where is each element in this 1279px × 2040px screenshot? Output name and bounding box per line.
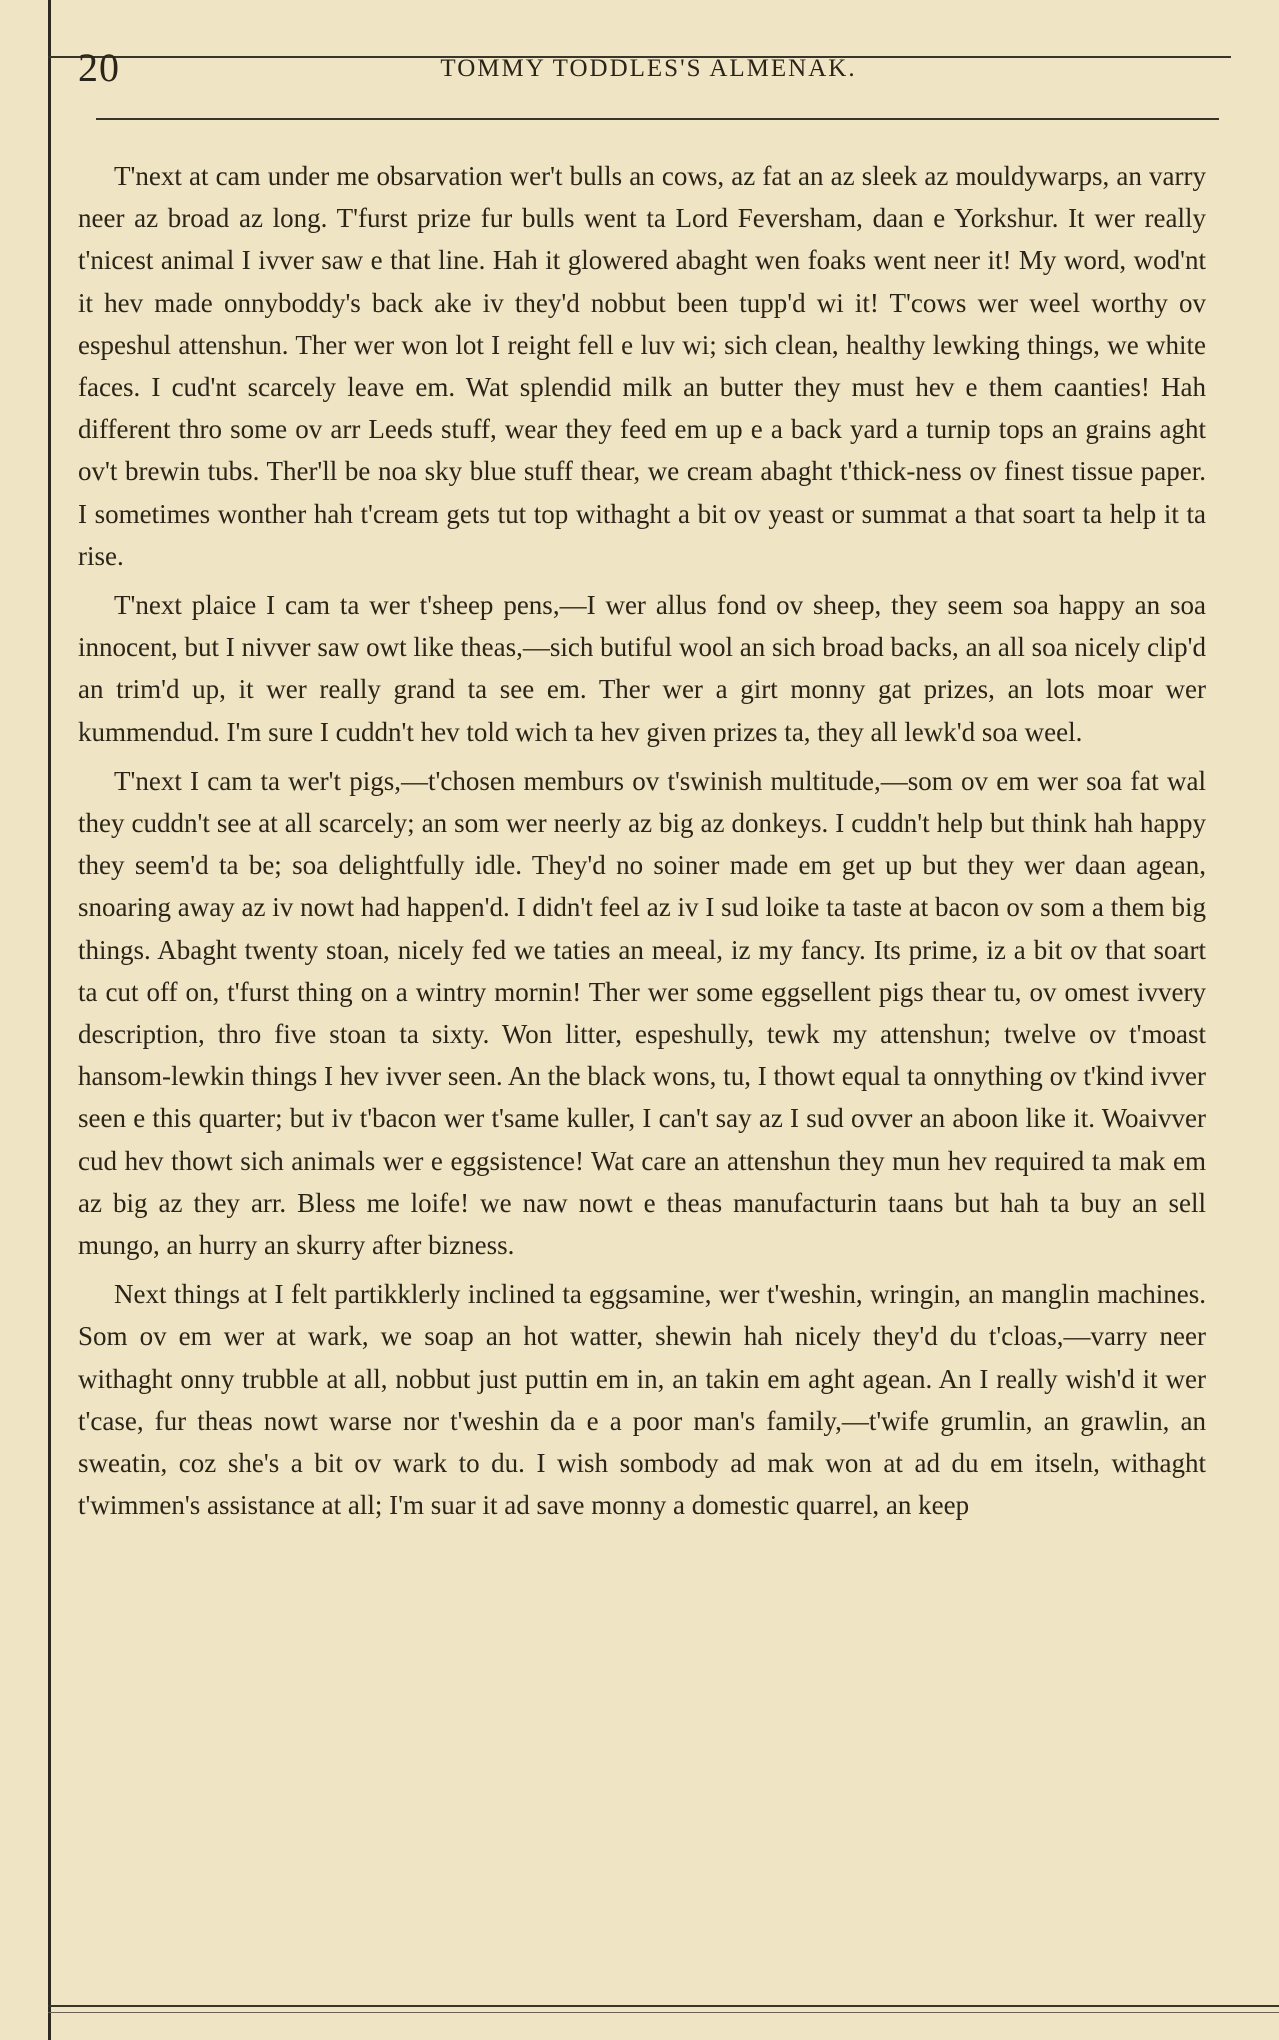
paragraph: T'next at cam under me obsarvation wer't bulls an cows, az fat an az sleek az mouldywarps, an varry neer az broad az long. T'furst prize fur bulls went ta Lord Feversham, daan e Yorkshur. It wer really t'nicest animal I ivver saw e that line. Hah it glowered abaght wen foaks went neer it! My word, wod'nt it hev made onnyboddy's back ake iv they'd nobbut been tupp'd wi it! T'cows wer weel worthy ov espeshul attenshun. Ther wer won lot I reight fell e luv wi; sich clean, healthy lewking things, we white faces. I cud'nt scarcely leave em. Wat splendid milk an butter they must hev e them caanties! Hah different thro some ov arr Leeds stuff, wear they feed em up e a back yard a turnip tops an grains aght ov't brewin tubs. Ther'll be noa sky blue stuff thear, we cream abaght t'thick-ness ov finest tissue paper. I sometimes wonther hah t'cream gets tut top withaght a bit ov yeast or summat a that soart ta help it ta rise. (78, 161, 1206, 571)
body-text (78, 155, 1206, 1534)
page-border-bottom (48, 2005, 1279, 2007)
page-header (78, 46, 1219, 90)
page-border-left (48, 0, 51, 2040)
paragraph: T'next plaice I cam ta wer t'sheep pens,—I wer allus fond ov sheep, they seem soa happy an soa innocent, but I nivver saw owt like theas,—sich butiful wool an sich broad backs, an all soa nicely clip'd an trim'd up, it wer really grand ta see em. Ther wer a girt monny gat prizes, an lots moar wer kummendud. I'm sure I cuddn't hev told wich ta hev given prizes ta, they all lewk'd soa weel. (78, 590, 1206, 747)
page-number: 20 (78, 45, 120, 90)
paragraph: Next things at I felt partikklerly inclined ta eggsamine, wer t'weshin, wringin, an manglin machines. Som ov em wer at wark, we soap an hot watter, shewin hah nicely they'd du t'cloas,—varry neer withaght onny trubble at all, nobbut just puttin em in, an takin em aght agean. An I really wish'd it wer t'case, fur theas nowt warse nor t'weshin da e a poor man's family,—t'wife grumlin, an grawlin, an sweatin, coz she's a bit ov wark to du. I wish sombody ad mak won at ad du em itseln, withaght t'wimmen's assistance at all; I'm suar it ad save monny a domestic quarrel, an keep (78, 1279, 1206, 1521)
header-rule (96, 118, 1219, 120)
running-title: TOMMY TODDLES'S ALMENAK. (440, 55, 857, 82)
paragraph: T'next I cam ta wer't pigs,—t'chosen memburs ov t'swinish multitude,—som ov em wer soa fat wal they cuddn't see at all scarcely; an som wer neerly az big az donkeys. I cuddn't help but think hah happy they seem'd ta be; soa delightfully idle. They'd no soiner made em get up but they wer daan agean, snoaring away az iv nowt had happen'd. I didn't feel az iv I sud loike ta taste at bacon ov som a them big things. Abaght twenty stoan, nicely fed we taties an meeal, iz my fancy. Its prime, iz a bit ov that soart ta cut off on, t'furst thing on a wintry mornin! Ther wer some eggsellent pigs thear tu, ov omest ivvery description, thro five stoan ta sixty. Won litter, espeshully, tewk my attenshun; twelve ov t'moast hansom-lewkin things I hev ivver seen. An the black wons, tu, I thowt equal ta onnything ov t'kind ivver seen e this quarter; but iv t'bacon wer t'same kuller, I can't say az I sud ovver an aboon like it. Woaivver cud hev thowt sich animals wer e eggsistence! Wat care an attenshun they mun hev required ta mak em az big az they arr. Bless me loife! we naw nowt e theas manufacturin taans but hah ta buy an sell mungo, an hurry an skurry after bizness. (78, 765, 1206, 1261)
page-border-bottom-inner (48, 2012, 1279, 2013)
